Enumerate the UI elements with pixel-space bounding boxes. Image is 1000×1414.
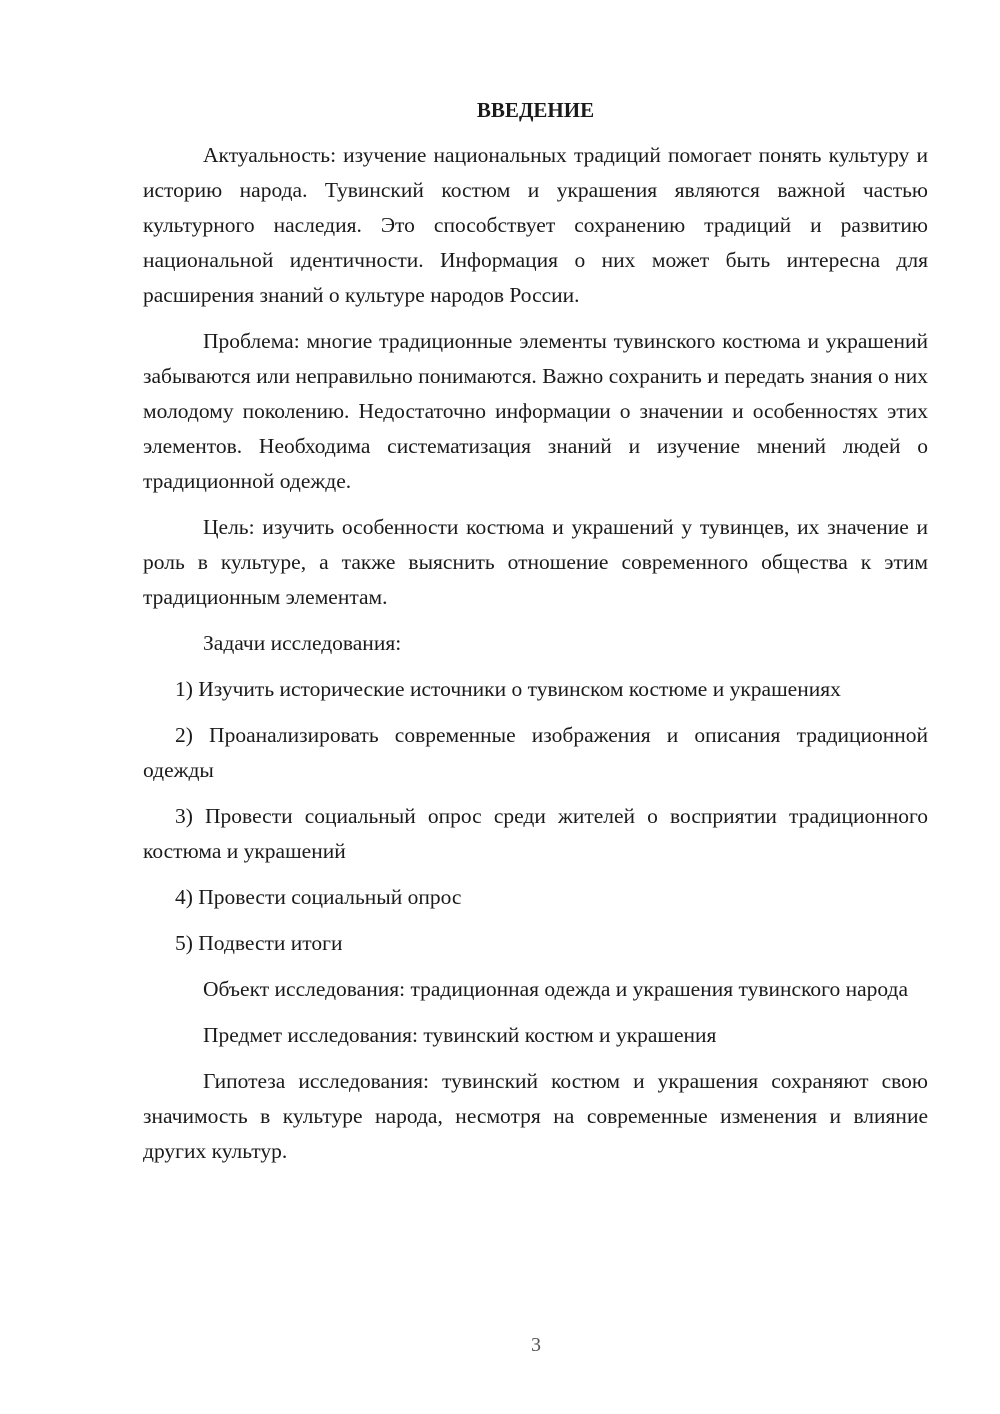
tasks-title: Задачи исследования: xyxy=(203,631,402,655)
paragraph-problem: Проблема: многие традиционные элементы тувинского костюма и украшений забываются или неправильно понимаются. Важно сохранить и передать знания о них молодому поколению. Недостаточно информации о значении и особенностях этих элементов. Необходима систематизация знаний и изучение мнений людей о традиционной одежде. xyxy=(143,329,928,493)
page-content xyxy=(143,94,928,1180)
task-item-3: 3) Провести социальный опрос среди жителей о восприятии традиционного костюма и украшений xyxy=(143,804,928,863)
paragraph-goal: Цель: изучить особенности костюма и украшений у тувинцев, их значение и роль в культуре, а также выяснить отношение современного общества к этим традиционным элементам. xyxy=(143,515,928,609)
task-item-5: 5) Подвести итоги xyxy=(175,931,343,955)
task-item-1: 1) Изучить исторические источники о тувинском костюме и украшениях xyxy=(175,677,841,701)
paragraph-object: Объект исследования: традиционная одежда и украшения тувинского народа xyxy=(203,977,908,1001)
page-title: ВВЕДЕНИЕ xyxy=(476,98,595,122)
task-item-2: 2) Проанализировать современные изображения и описания традиционной одежды xyxy=(143,723,928,782)
paragraph-relevance: Актуальность: изучение национальных традиций помогает понять культуру и историю народа. Тувинский костюм и украшения являются важной частью культурного наследия. Это способствует сохранению традиций и развитию национальной идентичности. Информация о них может быть интересна для расширения знаний о культуре народов России. xyxy=(143,143,928,307)
task-item-4: 4) Провести социальный опрос xyxy=(175,885,462,909)
page-number: 3 xyxy=(531,1334,541,1356)
paragraph-subject: Предмет исследования: тувинский костюм и украшения xyxy=(203,1023,717,1047)
paragraph-hypothesis: Гипотеза исследования: тувинский костюм и украшения сохраняют свою значимость в культуре народа, несмотря на современные изменения и влияние других культур. xyxy=(143,1069,928,1163)
